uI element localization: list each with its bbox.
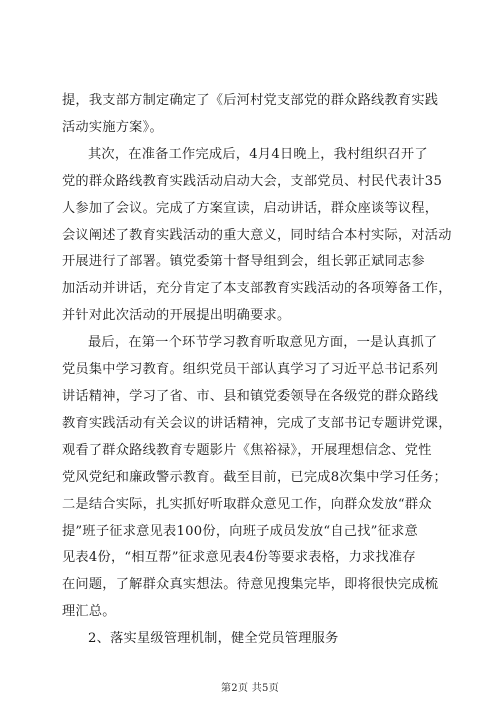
- text-line: 并针对此次活动的开展提出明确要求。: [62, 308, 291, 324]
- page-number-footer: 第2页 共5页: [220, 683, 279, 694]
- text-line: 在问题，了解群众真实想法。待意见搜集完毕，即将很快完成梳: [62, 577, 439, 593]
- section-heading: 2、落实星级管理机制，健全党员管理服务: [88, 631, 339, 647]
- text-line: 理汇总。: [62, 604, 116, 620]
- text-line: 其次，在准备工作完成后，4月4日晚上，我村组织召开了: [88, 146, 428, 162]
- text-line: 提”班子征求意见表100份，向班子成员发放“自己找”征求意: [62, 523, 418, 539]
- paragraph-2: [62, 142, 452, 330]
- paragraph-3: [62, 330, 452, 626]
- text-line: 会议阐述了教育实践活动的重大意义，同时结合本村实际，对活动: [62, 227, 452, 243]
- text-line: 人参加了会议。完成了方案宣读，启动讲话，群众座谈等议程，: [62, 200, 439, 216]
- text-line: 提，我支部方制定确定了《后河村党支部党的群众路线教育实践: [62, 93, 439, 108]
- text-line: 活动实施方案》。: [62, 119, 163, 135]
- paragraph-1: [62, 88, 446, 142]
- text-line: 二是结合实际，扎实抓好听取群众意见工作，向群众发放“群众: [62, 496, 432, 512]
- text-line: 最后，在第一个环节学习教育听取意见方面，一是认真抓了: [88, 335, 438, 351]
- text-line: 见表4份，“相互帮”征求意见表4份等要求表格，力求找准存: [62, 550, 416, 566]
- text-line: 教育实践活动有关会议的讲话精神，完成了支部书记专题讲党课，: [62, 415, 452, 431]
- text-line: 开展进行了部署。镇党委第十督导组到会，组长郭正斌同志参: [62, 254, 425, 270]
- text-line: 党的群众路线教育实践活动启动大会，支部党员、村民代表计35: [62, 173, 443, 189]
- text-line: 观看了群众路线教育专题影片《焦裕禄》，开展理想信念、党性: [62, 442, 432, 458]
- text-line: 党员集中学习教育。组织党员干部认真学习了习近平总书记系列: [62, 362, 439, 378]
- document-body: [62, 88, 452, 653]
- text-line: 加活动并讲话，充分肯定了本支部教育实践活动的各项筹备工作，: [62, 281, 452, 297]
- text-line: 讲话精神，学习了省、市、县和镇党委领导在各级党的群众路线: [62, 388, 439, 404]
- text-line: 党风党纪和廉政警示教育。截至目前，已完成8次集中学习任务；: [62, 469, 447, 485]
